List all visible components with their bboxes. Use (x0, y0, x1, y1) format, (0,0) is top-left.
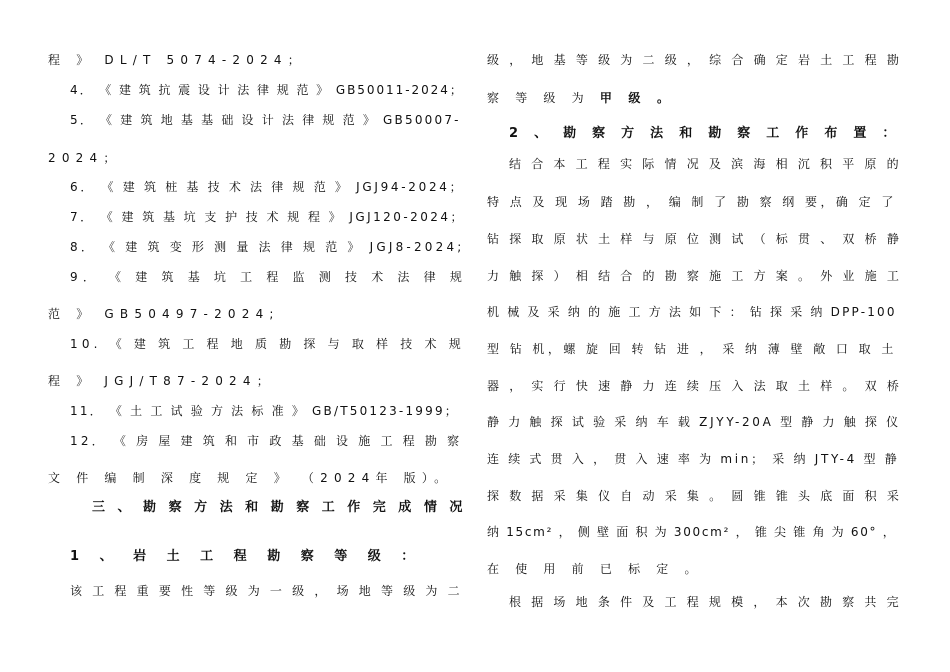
text-line: 结 合 本 工 程 实 际 情 况 及 滨 海 相 沉 积 平 原 的 (509, 157, 902, 171)
text-line: 器 ， 实 行 快 速 静 力 连 续 压 入 法 取 土 样 。 双 桥 (487, 379, 903, 393)
text-line: 型 钻 机，螺 旋 回 转 钻 进 ， 采 纳 薄 壁 敞 口 取 土 (487, 342, 897, 356)
text-line: 10. 《 建 筑 工 程 地 质 勘 探 与 取 样 技 术 规 (70, 337, 465, 351)
text-line: 7． 《 建 筑 基 坑 支 护 技 术 规 程 》 JGJ120-2024； (70, 210, 465, 224)
text-span: 察 等 级 为 (487, 91, 590, 105)
sub-heading: 2 、 勘 察 方 法 和 勘 察 工 作 布 置 ： (509, 126, 902, 141)
text-line (487, 90, 675, 106)
section-heading: 三 、 勘 察 方 法 和 勘 察 工 作 完 成 情 况 (92, 500, 467, 515)
text-line: 纳 15cm² ， 侧 壁 面 积 为 300cm² ， 锥 尖 锥 角 为 60° ， (487, 525, 897, 539)
text-line: 机 械 及 采 纳 的 施 工 方 法 如 下 ： 钻 探 采 纳 DPP-100 (487, 305, 897, 319)
text-line: 8． 《 建 筑 变 形 测 量 法 律 规 范 》 JGJ8-2024; (70, 240, 465, 254)
text-line: 静 力 触 探 试 验 采 纳 车 载 ZJYY-20A 型 静 力 触 探 仪 (487, 415, 901, 429)
bold-text: 甲 级 。 (599, 91, 676, 105)
text-line: 6． 《 建 筑 桩 基 技 术 法 律 规 范 》 JGJ94-2024； (70, 180, 465, 194)
text-line: 12． 《 房 屋 建 筑 和 市 政 基 础 设 施 工 程 勘 察 (70, 434, 463, 448)
text-line: 特 点 及 现 场 踏 勘 ， 编 制 了 勘 察 纲 要，确 定 了 (487, 195, 897, 209)
text-line: 文 件 编 制 深 度 规 定 》 （2024年 版）。 (48, 471, 453, 485)
text-line: 2024； (48, 151, 122, 165)
text-line: 程 》 DL/T 5074-2024； (48, 53, 306, 67)
text-line: 程 》 JGJ/T87-2024； (48, 374, 275, 388)
text-line: 级 ， 地 基 等 级 为 二 级 ， 综 合 确 定 岩 土 工 程 勘 (487, 53, 903, 67)
text-line: 范 》 GB50497-2024; (48, 307, 280, 321)
text-line: 5． 《 建 筑 地 基 基 础 设 计 法 律 规 范 》 GB50007- (70, 113, 461, 127)
text-line: 9． 《 建 筑 基 坑 工 程 监 测 技 术 法 律 规 (70, 270, 468, 284)
text-line: 钻 探 取 原 状 土 样 与 原 位 测 试 （ 标 贯 、 双 桥 静 (487, 232, 903, 246)
text-line: 4． 《 建 筑 抗 震 设 计 法 律 规 范 》 GB50011-2024； (70, 83, 464, 97)
text-line: 根 据 场 地 条 件 及 工 程 规 模 ， 本 次 勘 察 共 完 (509, 595, 902, 609)
text-line: 连 续 式 贯 入 ， 贯 入 速 率 为 min； 采 纳 JTY-4 型 静 (487, 452, 900, 466)
text-line: 11． 《 土 工 试 验 方 法 标 准 》 GB/T50123-1999； (70, 404, 459, 418)
text-line: 在 使 用 前 已 标 定 。 (487, 562, 703, 576)
paragraph-line: 该 工 程 重 要 性 等 级 为 一 级 ， 场 地 等 级 为 二 (70, 584, 463, 598)
text-line: 探 数 据 采 集 仪 自 动 采 集 。 圆 锥 锥 头 底 面 积 采 (487, 489, 903, 503)
text-line: 力 触 探 ） 相 结 合 的 勘 察 施 工 方 案 。 外 业 施 工 (487, 269, 903, 283)
sub-heading: 1 、 岩 土 工 程 勘 察 等 级 ： (70, 549, 423, 564)
